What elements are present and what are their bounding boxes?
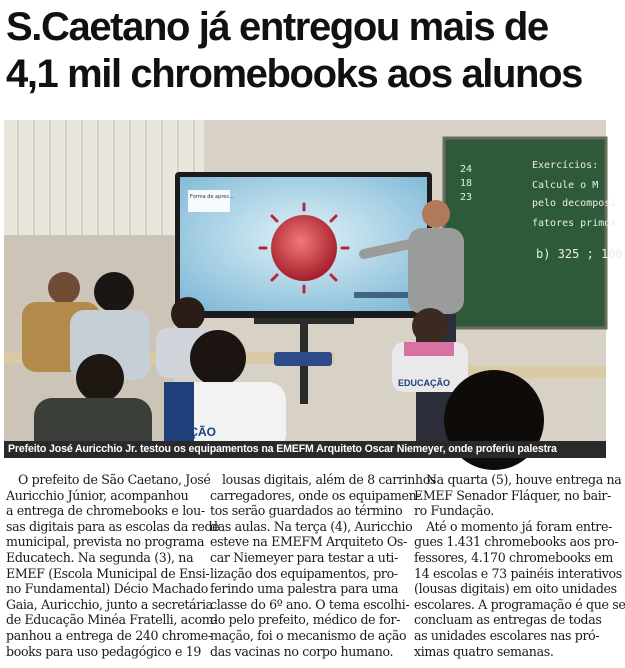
headline-line-1: S.Caetano já entregou mais de bbox=[6, 5, 548, 49]
article-line: esteve na EMEFM Arquiteto Os- bbox=[210, 534, 407, 550]
board-text: 18 bbox=[460, 178, 473, 189]
classroom-illustration bbox=[4, 120, 623, 441]
board-text: Exercícios: bbox=[532, 160, 599, 171]
article-line: O prefeito de São Caetano, José bbox=[18, 472, 211, 487]
article-line: das aulas. Na terça (4), Auricchio bbox=[210, 518, 413, 534]
article-line: municipal, prevista no programa bbox=[6, 534, 205, 550]
board-text: b) 325 ; 100 bbox=[536, 247, 623, 261]
article-line: sas digitais para as escolas da rede bbox=[6, 518, 220, 534]
article-line: Até o momento já foram entre- bbox=[426, 518, 612, 534]
board-text: fatores primos bbox=[532, 218, 617, 229]
article-line: carregadores, onde os equipamen- bbox=[210, 487, 421, 503]
article-line: de Educação Minéa Fratelli, acom- bbox=[6, 612, 218, 628]
article-line: escolares. A programação é que se bbox=[414, 596, 625, 612]
screen-label: Forma de apres... bbox=[190, 194, 234, 200]
virus-image bbox=[260, 204, 348, 292]
article-line: Educatech. Na segunda (3), na bbox=[6, 549, 194, 565]
article-line: fessores, 4.170 chromebooks em bbox=[414, 549, 614, 565]
article-line: Gaia, Auricchio, junto a secretária bbox=[6, 596, 213, 612]
board-text: 23 bbox=[460, 192, 473, 203]
article-line: concluam as entregas de todas bbox=[414, 612, 602, 628]
article-line: (lousas digitais) em oito unidades bbox=[414, 581, 617, 597]
article-line: ximas quatro semanas. bbox=[414, 643, 554, 659]
article-line: do pelo prefeito, médico de for- bbox=[210, 612, 401, 628]
article-line: tos serão guardados ao término bbox=[210, 503, 403, 519]
article-line: EMEF Senador Fláquer, no bair- bbox=[414, 487, 612, 503]
article-column-1 bbox=[6, 472, 220, 659]
article-line: as unidades escolares nas pró- bbox=[414, 627, 600, 643]
article-line: no Fundamental) Décio Machado bbox=[6, 581, 209, 597]
headline bbox=[6, 4, 606, 98]
article-line: Auricchio Júnior, acompanhou bbox=[6, 487, 189, 503]
article-line: books para uso pedagógico e 19 bbox=[6, 643, 202, 659]
board-text: 24 bbox=[460, 164, 473, 175]
article-line: 14 escolas e 73 painéis interativos bbox=[414, 565, 622, 581]
board-text: pelo decomposi bbox=[532, 198, 617, 209]
board-text: Calcule o M bbox=[532, 180, 599, 191]
article-line: lousas digitais, além de 8 carrinhos bbox=[222, 472, 437, 487]
photo-caption: Prefeito José Auricchio Jr. testou os equipamentos na EMEFM Arquiteto Oscar Niemeyer, onde proferiu palestra bbox=[4, 441, 606, 458]
article-line: ferindo uma palestra para uma bbox=[210, 581, 399, 597]
article-line: car Niemeyer para testar a uti- bbox=[210, 549, 398, 565]
article-line: lização dos equipamentos, pro- bbox=[210, 565, 398, 581]
article-line: classe do 6º ano. O tema escolhi- bbox=[210, 596, 410, 612]
shirt-text: EDUCAÇÃO bbox=[398, 378, 451, 388]
article-line: ro Fundação. bbox=[414, 503, 494, 519]
article-column-3 bbox=[414, 472, 625, 659]
article-column-2 bbox=[210, 472, 437, 659]
headline-line-2: 4,1 mil chromebooks aos alunos bbox=[6, 52, 582, 96]
article-line: das vacinas no corpo humano. bbox=[210, 643, 394, 659]
article-line: mação, foi o mecanismo de ação bbox=[210, 627, 407, 643]
article-line: EMEF (Escola Municipal de Ensi- bbox=[6, 565, 210, 581]
article-line: panhou a entrega de 240 chrome- bbox=[6, 627, 212, 643]
article-line: gues 1.431 chromebooks aos pro- bbox=[414, 534, 619, 550]
article-line: a entrega de chromebooks e lou- bbox=[6, 503, 205, 519]
shirt-text: CAÇÃO bbox=[172, 425, 216, 439]
news-photo bbox=[4, 120, 623, 441]
article-line: Na quarta (5), houve entrega na bbox=[426, 472, 622, 487]
